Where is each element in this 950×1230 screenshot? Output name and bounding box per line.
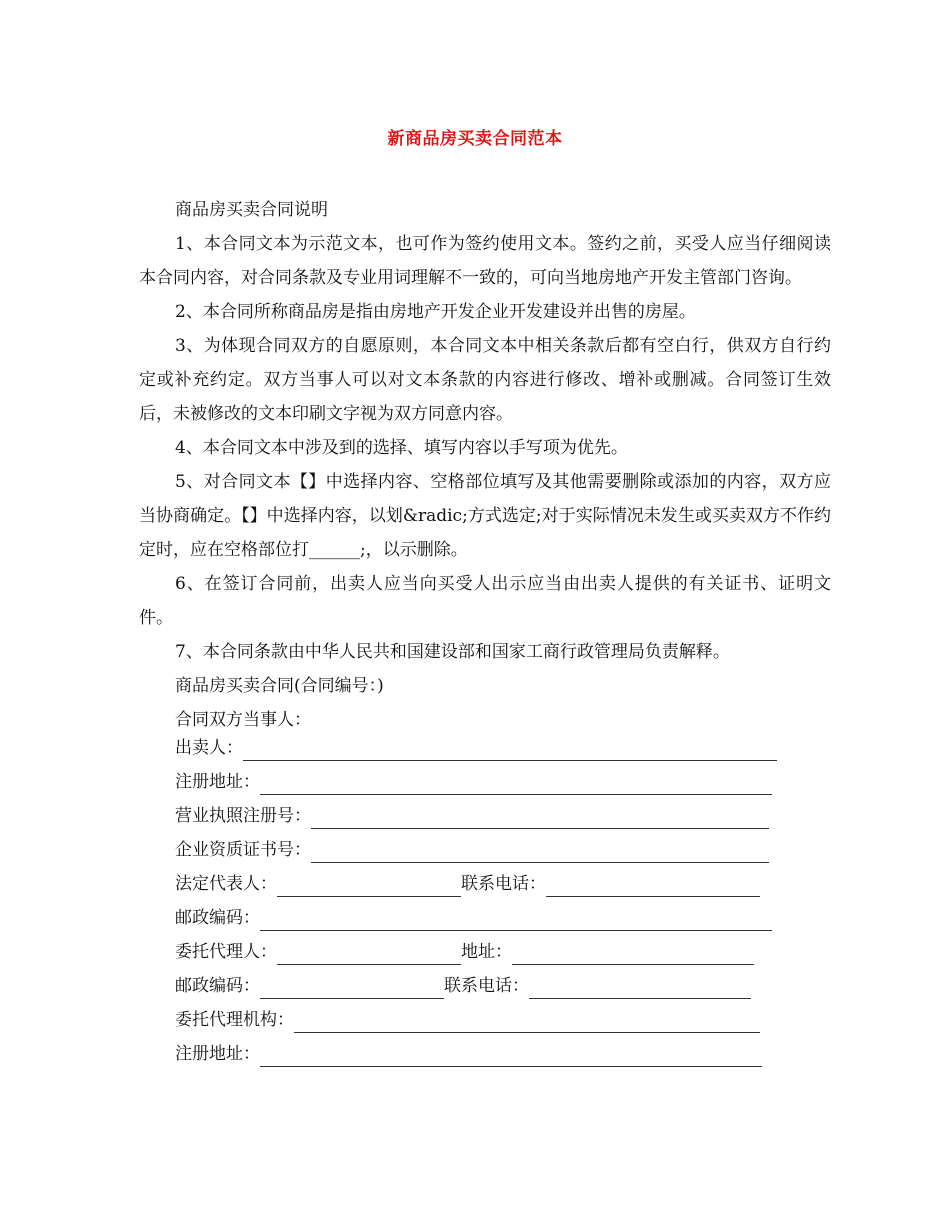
postcode-blank[interactable] xyxy=(260,929,772,931)
qualification-blank[interactable] xyxy=(311,861,769,863)
paragraph-2: 2、本合同所称商品房是指由房地产开发企业开发建设并出售的房屋。 xyxy=(175,302,696,322)
reg-address-blank[interactable] xyxy=(260,793,772,795)
postcode-label: 邮政编码： xyxy=(175,908,260,928)
phone2-blank[interactable] xyxy=(529,997,751,999)
postcode2-label: 邮政编码： xyxy=(175,976,260,996)
address-blank[interactable] xyxy=(512,963,754,965)
phone-label: 联系电话： xyxy=(461,874,546,894)
paragraph-1: 1、本合同文本为示范文本，也可作为签约使用文本。签约之前，买受人应当仔细阅读本合同内容，对合同条款及专业用词理解不一致的，可向当地房地产开发主管部门咨询。 xyxy=(139,234,831,288)
qualification-label: 企业资质证书号： xyxy=(175,840,311,860)
phone-blank[interactable] xyxy=(546,895,760,897)
reg-address2-label: 注册地址： xyxy=(175,1044,260,1064)
paragraph-4: 4、本合同文本中涉及到的选择、填写内容以手写项为优先。 xyxy=(175,438,628,458)
legal-rep-blank[interactable] xyxy=(277,895,461,897)
paragraph-5: 5、对合同文本【】中选择内容、空格部位填写及其他需要删除或添加的内容，双方应当协商确定。【】中选择内容，以划&radic;方式选定;对于实际情况未发生或买卖双方不作约定时，应在空格部位打______;，以示删除。 xyxy=(139,472,831,560)
legal-rep-label: 法定代表人： xyxy=(175,874,277,894)
phone2-label: 联系电话： xyxy=(444,976,529,996)
license-blank[interactable] xyxy=(311,827,769,829)
reg-address2-blank[interactable] xyxy=(260,1065,762,1067)
paragraph-7: 7、本合同条款由中华人民共和国建设部和国家工商行政管理局负责解释。 xyxy=(175,642,730,662)
document-body xyxy=(139,193,831,1077)
reg-address-label: 注册地址： xyxy=(175,772,260,792)
parties-heading: 合同双方当事人： xyxy=(175,710,311,730)
contract-heading: 商品房买卖合同(合同编号：) xyxy=(175,676,384,696)
intro-heading: 商品房买卖合同说明 xyxy=(175,200,328,220)
reg-address2-field xyxy=(139,1043,831,1077)
paragraph-6: 6、在签订合同前，出卖人应当向买受人出示应当由出卖人提供的有关证书、证明文件。 xyxy=(139,574,831,628)
license-label: 营业执照注册号： xyxy=(175,806,311,826)
postcode2-blank[interactable] xyxy=(260,997,444,999)
agent-blank[interactable] xyxy=(277,963,461,965)
agent-label: 委托代理人： xyxy=(175,942,277,962)
address-label: 地址： xyxy=(461,942,512,962)
paragraph-3: 3、为体现合同双方的自愿原则，本合同文本中相关条款后都有空白行，供双方自行约定或补充约定。双方当事人可以对文本条款的内容进行修改、增补或删减。合同签订生效后，未被修改的文本印刷文字视为双方同意内容。 xyxy=(139,336,831,424)
seller-blank[interactable] xyxy=(243,759,777,761)
agency-label: 委托代理机构： xyxy=(175,1010,294,1030)
document-title: 新商品房买卖合同范本 xyxy=(387,129,563,149)
seller-label: 出卖人： xyxy=(175,738,243,758)
agency-blank[interactable] xyxy=(294,1031,760,1033)
